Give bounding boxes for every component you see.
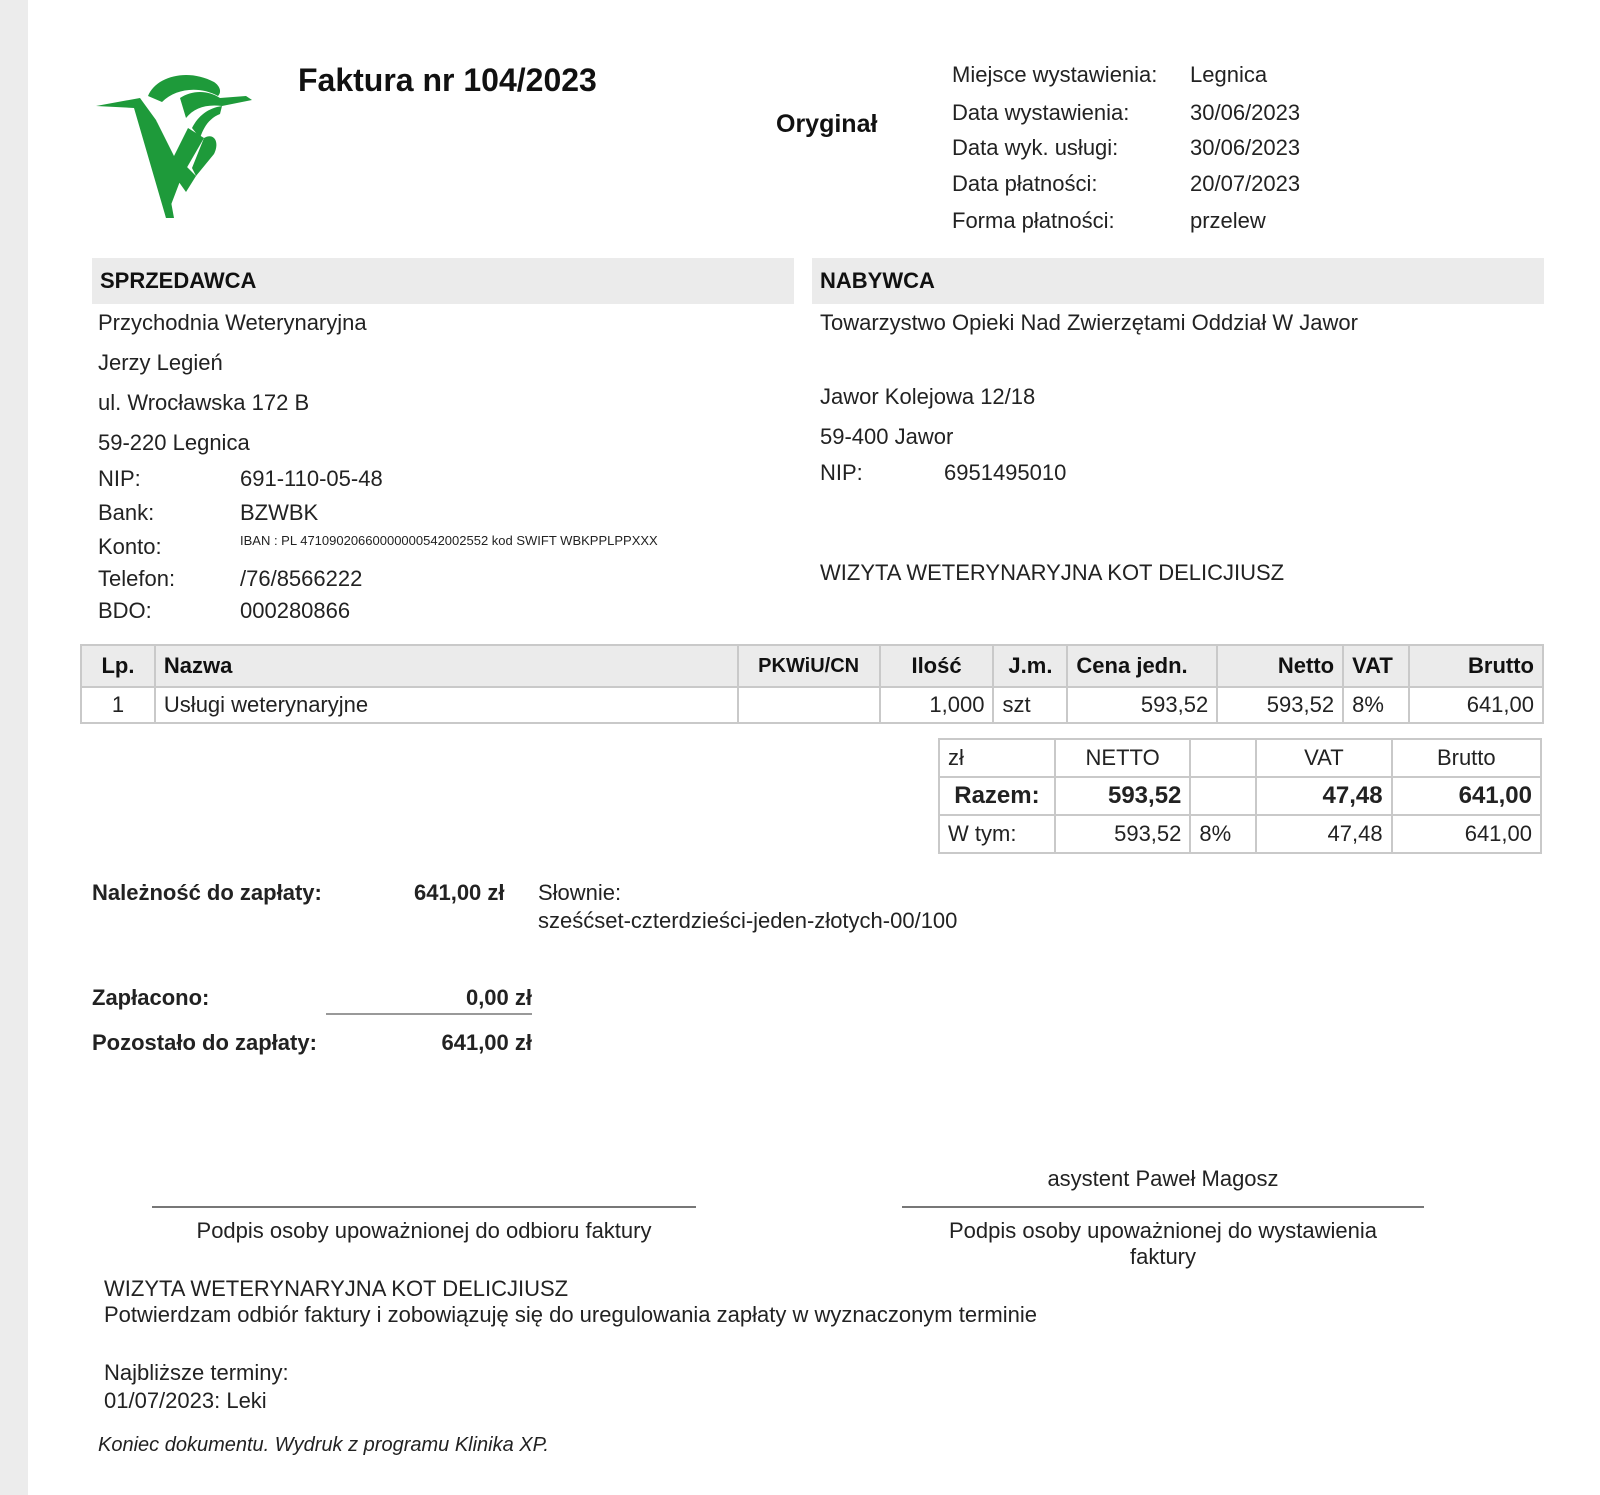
sum-total-label: Razem: bbox=[939, 777, 1055, 815]
amount-words-value: sześćset-czterdzieści-jeden-złotych-00/100 bbox=[538, 908, 958, 933]
cell-quantity: 1,000 bbox=[880, 687, 994, 723]
issuer-signature-line bbox=[902, 1206, 1424, 1208]
invoice-title: Faktura nr 104/2023 bbox=[298, 62, 597, 98]
cell-brutto: 641,00 bbox=[1409, 687, 1543, 723]
sum-header-brutto: Brutto bbox=[1392, 739, 1541, 777]
issuer-signature-caption-2: faktury bbox=[1129, 1244, 1197, 1269]
meta-label-place: Miejsce wystawienia: bbox=[952, 62, 1158, 87]
buyer-address: Jawor Kolejowa 12/18 bbox=[820, 384, 1036, 409]
col-header-vat: VAT bbox=[1343, 645, 1409, 687]
amount-words-label: Słownie: bbox=[538, 880, 622, 905]
sum-total-rate bbox=[1190, 777, 1256, 815]
col-header-quantity: Ilość bbox=[880, 645, 994, 687]
cell-netto: 593,52 bbox=[1217, 687, 1343, 723]
meta-label-issue-date: Data wystawienia: bbox=[952, 100, 1130, 125]
seller-phone-label: Telefon: bbox=[98, 566, 176, 591]
seller-phone-value: /76/8566222 bbox=[240, 566, 363, 591]
sum-breakdown-vat: 47,48 bbox=[1256, 815, 1391, 853]
meta-value-payment-date: 20/07/2023 bbox=[1190, 171, 1301, 196]
cell-unit-price: 593,52 bbox=[1067, 687, 1217, 723]
upcoming-item: 01/07/2023: Leki bbox=[104, 1388, 267, 1413]
receiver-signature-caption: Podpis osoby upoważnionej do odbioru faktury bbox=[196, 1218, 652, 1243]
meta-value-service-date: 30/06/2023 bbox=[1190, 135, 1301, 160]
meta-value-place: Legnica bbox=[1190, 62, 1268, 87]
meta-value-payment-method: przelew bbox=[1190, 208, 1266, 233]
col-header-name: Nazwa bbox=[155, 645, 738, 687]
seller-bank-value: BZWBK bbox=[240, 500, 319, 525]
summary-header-row bbox=[939, 739, 1541, 777]
items-header-row bbox=[81, 645, 1543, 687]
footer-visit-note: WIZYTA WETERYNARYJNA KOT DELICJIUSZ bbox=[104, 1276, 569, 1301]
meta-label-payment-date: Data płatności: bbox=[952, 171, 1098, 196]
sum-breakdown-netto: 593,52 bbox=[1055, 815, 1191, 853]
cell-name: Usługi weterynaryjne bbox=[155, 687, 738, 723]
upcoming-label: Najbliższe terminy: bbox=[104, 1360, 289, 1385]
seller-line: ul. Wrocławska 172 B bbox=[98, 390, 310, 415]
issuer-name: asystent Paweł Magosz bbox=[1047, 1166, 1279, 1191]
issuer-signature-caption: Podpis osoby upoważnionej do wystawienia bbox=[948, 1218, 1378, 1243]
buyer-nip-value: 6951495010 bbox=[944, 460, 1067, 485]
buyer-nip-label: NIP: bbox=[820, 460, 863, 485]
buyer-note: WIZYTA WETERYNARYJNA KOT DELICJIUSZ bbox=[820, 560, 1285, 585]
meta-label-service-date: Data wyk. usługi: bbox=[952, 135, 1119, 160]
sum-header-currency: zł bbox=[939, 739, 1055, 777]
buyer-postal: 59-400 Jawor bbox=[820, 424, 954, 449]
seller-nip-value: 691-110-05-48 bbox=[240, 466, 383, 491]
amount-due-label: Należność do zapłaty: bbox=[92, 880, 322, 905]
seller-line: 59-220 Legnica bbox=[98, 430, 250, 455]
sum-total-vat: 47,48 bbox=[1256, 777, 1391, 815]
cell-unit: szt bbox=[993, 687, 1067, 723]
paid-label: Zapłacono: bbox=[92, 985, 210, 1010]
col-header-brutto: Brutto bbox=[1409, 645, 1543, 687]
cell-pkwiu bbox=[738, 687, 880, 723]
paid-value: 0,00 zł bbox=[465, 985, 532, 1010]
end-note: Koniec dokumentu. Wydruk z programu Klinika XP. bbox=[98, 1434, 549, 1456]
col-header-lp: Lp. bbox=[81, 645, 155, 687]
footer-confirmation: Potwierdzam odbiór faktury i zobowiązuję się do uregulowania zapłaty w wyznaczonym terminie bbox=[104, 1302, 1037, 1327]
copy-label: Oryginał bbox=[776, 110, 878, 138]
receiver-signature-line bbox=[152, 1206, 696, 1208]
sum-total-brutto: 641,00 bbox=[1392, 777, 1541, 815]
col-header-unit-price: Cena jedn. bbox=[1067, 645, 1217, 687]
sum-header-netto: NETTO bbox=[1055, 739, 1191, 777]
seller-heading: SPRZEDAWCA bbox=[100, 268, 257, 293]
cell-lp: 1 bbox=[81, 687, 155, 723]
col-header-pkwiu: PKWiU/CN bbox=[738, 645, 880, 687]
invoice-page bbox=[28, 0, 1600, 1495]
summary-total-row bbox=[939, 777, 1541, 815]
buyer-heading: NABYWCA bbox=[820, 268, 935, 293]
seller-bank-label: Bank: bbox=[98, 500, 155, 525]
sum-total-netto: 593,52 bbox=[1055, 777, 1191, 815]
buyer-name: Towarzystwo Opieki Nad Zwierzętami Oddział W Jawor bbox=[820, 310, 1358, 335]
seller-bdo-label: BDO: bbox=[98, 598, 152, 623]
col-header-unit: J.m. bbox=[993, 645, 1067, 687]
sum-breakdown-label: W tym: bbox=[939, 815, 1055, 853]
seller-line: Jerzy Legień bbox=[98, 350, 223, 375]
amount-due-value: 641,00 zł bbox=[414, 880, 505, 905]
col-header-netto: Netto bbox=[1217, 645, 1343, 687]
items-table bbox=[80, 644, 1544, 724]
remaining-value: 641,00 zł bbox=[441, 1030, 532, 1055]
sum-header-rate bbox=[1190, 739, 1256, 777]
summary-breakdown-row bbox=[939, 815, 1541, 853]
seller-account-value: IBAN : PL 47109020660000000542002552 kod SWIFT WBKPPLPPXXX bbox=[240, 533, 658, 548]
remaining-label: Pozostało do zapłaty: bbox=[92, 1030, 317, 1055]
seller-account-label: Konto: bbox=[98, 534, 162, 559]
seller-bdo-value: 000280866 bbox=[240, 598, 351, 623]
seller-nip-label: NIP: bbox=[98, 466, 141, 491]
veterinary-clinic-logo bbox=[96, 68, 262, 220]
cell-vat: 8% bbox=[1343, 687, 1409, 723]
sum-header-vat: VAT bbox=[1256, 739, 1391, 777]
summary-table bbox=[938, 738, 1542, 854]
sum-breakdown-brutto: 641,00 bbox=[1392, 815, 1541, 853]
seller-line: Przychodnia Weterynaryjna bbox=[98, 310, 367, 335]
paid-underline bbox=[326, 1013, 532, 1015]
meta-value-issue-date: 30/06/2023 bbox=[1190, 100, 1301, 125]
sum-breakdown-rate: 8% bbox=[1190, 815, 1256, 853]
table-row bbox=[81, 687, 1543, 723]
meta-label-payment-method: Forma płatności: bbox=[952, 208, 1115, 233]
